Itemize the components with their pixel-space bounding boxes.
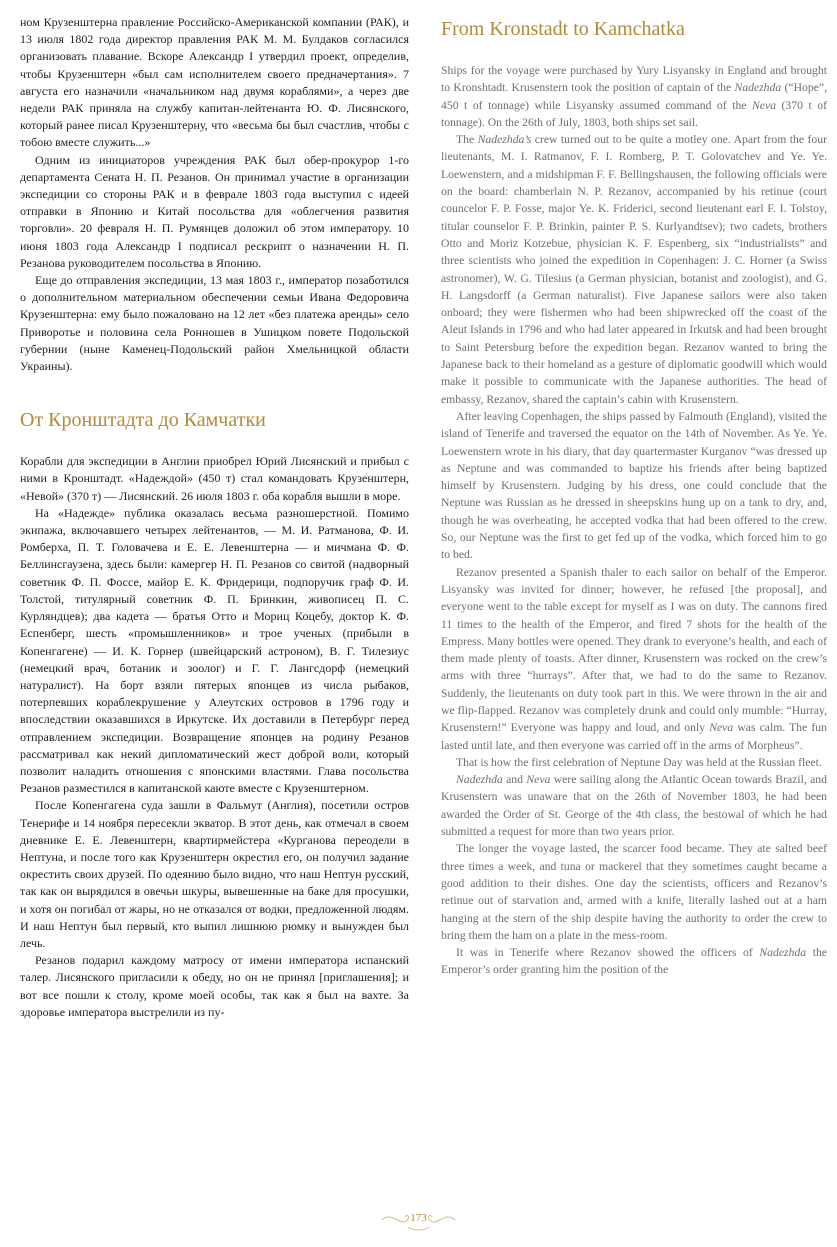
- text-run: It was in Tenerife where Rezanov showed the officers of: [456, 946, 760, 960]
- text-run: were sailing along the Atlantic Ocean towards Brazil, and Krusenstern was unaware that on the 26th of November 1803, he had been awarded the Order of St. George of the 4th class, the bestowal of which he had submitted a request for more than two years prior.: [441, 773, 827, 839]
- paragraph: После Копенгагена суда зашли в Фальмут (Англия), посетили остров Тенерифе и 14 ноября пересекли экватор. В этот день, как отмечал в своем дневнике Е. Е. Левенштерн, квартирмейстера «Курганова переодели в Нептуна, и после того как Крузенштерн окрестил его, он получил задание окрестить своих друзей. По одеянию было видно, что наш Нептун русский, так как он вырядился в овечьи шкуры, вывешенные на баке для просушки, и хотя он погибал от жары, но не отказался от водки, предложенной людям. И наш Нептун был первый, кто выпил лишнюю рюмку и вынужден был лечь.: [20, 798, 409, 950]
- paragraph: Корабли для экспедиции в Англии приобрел Юрий Лисянский и прибыл с ними в Кронштадт. «Надеждой» (450 т) стал командовать Крузенштерн, «Невой» (370 т) — Лисянский. 26 июля 1803 г. оба корабля вышли в море.: [20, 454, 409, 503]
- text-run: Ships for the voyage were purchased by Yury Lisyansky in England and brought to Kronshtadt. Krusenstern took the position of captain of the: [441, 64, 827, 95]
- ship-name: Neva: [526, 773, 551, 787]
- text-run: (370 t of tonnage). On the 26th of July, 1803, both ships set sail.: [441, 98, 827, 129]
- text-run: (“Hope”, 450 t of tonnage) while Lisyansky assumed command of the: [441, 81, 827, 112]
- paragraph: Еще до отправления экспедиции, 13 мая 1803 г., император позаботился о дополнительном материальном обеспечении семьи Ивана Федоровича Крузенштерна: ему было пожаловано на 12 лет «без платежа аренды» село Приворотье и половина села Ронношев в Ушицком повете Подольской губернии (ныне Каменец-Подольский район Хмельницкой области Украины).: [20, 273, 409, 374]
- ship-name: Nadezhda: [734, 81, 782, 95]
- paragraph: [441, 131, 827, 408]
- paragraph: That is how the first celebration of Neptune Day was held at the Russian fleet.: [456, 755, 822, 769]
- paragraph: After leaving Copenhagen, the ships passed by Falmouth (England), visited the island of Tenerife and traversed the equator on the 14th of November. As Ye. Ye. Loewenstern wrote in his diary, that day quartermaster Kurganov “was dressed up as Neptune and was commanded to baptize his friends after being baptized himself by Krusenstern. Judging by his dress, one could conclude that the Neptune was Russian as he dressed in sheepskins hung up on a tank to dry, and, though he was overheating, he accepted vodka that had been offered to the crew. So, our Neptune was the first to get fed up of the vodka, which forced him to go to bed.: [441, 409, 827, 562]
- paragraph: На «Надежде» публика оказалась весьма разношерстной. Помимо экипажа, включавшего четырех лейтенантов, — М. И. Ратманова, Ф. И. Ромберха, П. Т. Головачева и Е. Е. Левенштерна — и мичмана Ф. Ф. Беллинсгаузена, здесь были: камергер Н. П. Резанов со свитой (надворный советник Ф. П. Фоссе, майор Е. К. Фридерици, подпоручик граф Ф. И. Толстой, титулярный советник Ф. П. Бринкин, живописец П. С. Курляндцев); два кадета — братья Отто и Мориц Коцебу, доктор К. Ф. Еспенберг, шесть «промышленников» и трое ученых (прибыли в Копенгагене) — И. К. Горнер (швейцарский астроном), В. Г. Тилезиус (немецкий врач, ботаник и зоолог) и Г. Г. Лангсдорф (немецкий натуралист). На борт взяли пятерых японцев из числа рыбаков, потерпевших кораблекрушение у Алеутских островов в 1796 году и впоследствии оказавшихся в Иркутске. Их доставили в Петербург перед отправлением экспедиции. Возвращение японцев на родину Резанов рассматривал как некий дипломатический жест доброй воли, который позволит наладить отношения с японскими властями. Глава посольства Резанов разместился в капитанской каюте вместе с Крузенштерном.: [20, 505, 409, 796]
- paragraph: [441, 944, 827, 979]
- ship-name: Nadezhda: [456, 773, 503, 787]
- text-run: crew turned out to be quite a motley one. Apart from the four lieutenants, M. I. Ratmanov, F. I. Romberg, P. T. Golovatchev and Ye. Ye. Loewenstern, and a midshipman F. F. Bellingshausen, the following officials were on the board: chamberlain N. P. Rezanov, accompanied by his retinue (court councelor F. P. Fosse, major Ye. K. Fridericі, second lieutenant earl F. I. Tolstoy, titular counselor F. P. Brinkin, painter P. S. Kurlyandtsev); two cadets, brothers Otto and Moriz Kotzebue, physician K. F. Espenberg, six “industrialists” and three scientists who joined the expedition in Copenhagen: J. C. Horner (a Swiss astronomer), W. G. Tilesius (a German physician, botanist and zoologist), and G. H. Langsdorff (a German naturalist). Five Japanese sailors were also taken onboard; they were fishermen who had been shipwrecked off the coast of the Aleut Islands in 1796 and who had later appeared in Irkutsk and had been brought to Saint Petersburg before the expedition began. Rezanov wanted to bring the Japanese back to their homeland as a gesture of diplomatic goodwill which would make it possible to communicate with the Japanese authorities. The head of embassy, Rezanov, shared the captain’s cabin with Krusenstern.: [441, 133, 828, 406]
- paragraph: Одним из инициаторов учреждения РАК был обер-прокурор 1-го департамента Сената Н. П. Резанов. Он принимал участие в организации экспедиции со стороны РАК и в феврале 1803 года выступил с идеей отправки в Японию и Китай посольства для «облегчения развития торговли». 20 февраля Н. П. Румянцев доложил об этом императору. 10 июня 1803 года Александр I подписал рескрипт о назначении Н. П. Резанова руководителем посольства в Японию.: [20, 152, 409, 270]
- russian-column: [20, 0, 409, 1021]
- text-run: Rezanov presented a Spanish thaler to each sailor on behalf of the Emperor. Lisyansky was invited for dinner; however, he refused [the proposal], and everyone went to the table except for myself as I was on duty. The cannons fired 11 times to the health of the Emperor, and fired 7 shots for the health of the Empress. Many bottles were opened. They drank to everyone’s health, and each of them made plenty of toasts. After dinner, Krusenstern was rocked on the crew’s arms with three “hurrays”. After that, we had to do the same to Rezanov. Suddenly, the lieutenants on duty took part in this. We were thrown in the air and we flip-flapped. Rezanov was completely drunk and could only mumble: “Hurray, Krusenstern!” Everyone was happy and loud, and only: [441, 565, 827, 735]
- paragraph: [441, 771, 827, 840]
- paragraph: Резанов подарил каждому матросу от имени императора испанский талер. Лисянского пригласили к обеду, но он не принял [приглашения]; и вот все пошли к столу, кроме моей особы, так как я был на вахте. За здоровье императора выстрелили из пу-: [20, 953, 409, 1019]
- text-run: was calm. The fun lasted until late, and then everyone was carried off in the arms of Morpheus”.: [441, 721, 827, 752]
- paragraph: ном Крузенштерна правление Российско-Американской компании (РАК), и 13 июля 1802 года директор правления РАК М. М. Булдаков согласился организовать плавание. Вскоре Александр I утвердил проект, определив, чтобы Крузенштерн «был сам исполнителем своего предначертания». 7 августа его назначили «начальником над двумя кораблями», а через две недели РАК приняла на службу капитан-лейтенанта Ю. Ф. Лисянского, который ранее писал Крузенштерну, что «весьма бы был счастлив, чтобы с тобою вместе служить...»: [20, 15, 409, 150]
- ship-name: Nadezhda: [759, 946, 807, 960]
- paragraph: The longer the voyage lasted, the scarcer food became. They ate salted beef three times a week, and tuna or mackerel that they sometimes caught became a good addition to their dishes. One day the scientists, officers and Rezanov’s retinue out of starvation and, armed with a knife, literally lashed out at a ham hanging at the stern of the ship despite having the authority to order the crew to bring them the ham on a plate in the mess-room.: [441, 842, 827, 942]
- section-heading: От Кронштадта до Камчатки: [20, 409, 266, 432]
- page-number-ornament: [378, 1205, 459, 1233]
- text-run: and: [502, 773, 527, 787]
- english-column: [441, 0, 827, 979]
- page-number: 173: [410, 1212, 427, 1224]
- section-heading: From Kronstadt to Kamchatka: [441, 18, 685, 40]
- ship-name: Nadezhda’s: [477, 133, 532, 147]
- text-run: the Emperor’s order granting him the position of the: [441, 946, 827, 977]
- ship-name: Neva: [752, 98, 777, 112]
- paragraph: [441, 62, 827, 131]
- text-run: The: [456, 133, 478, 147]
- ship-name: Neva: [709, 721, 734, 735]
- paragraph: [441, 564, 827, 754]
